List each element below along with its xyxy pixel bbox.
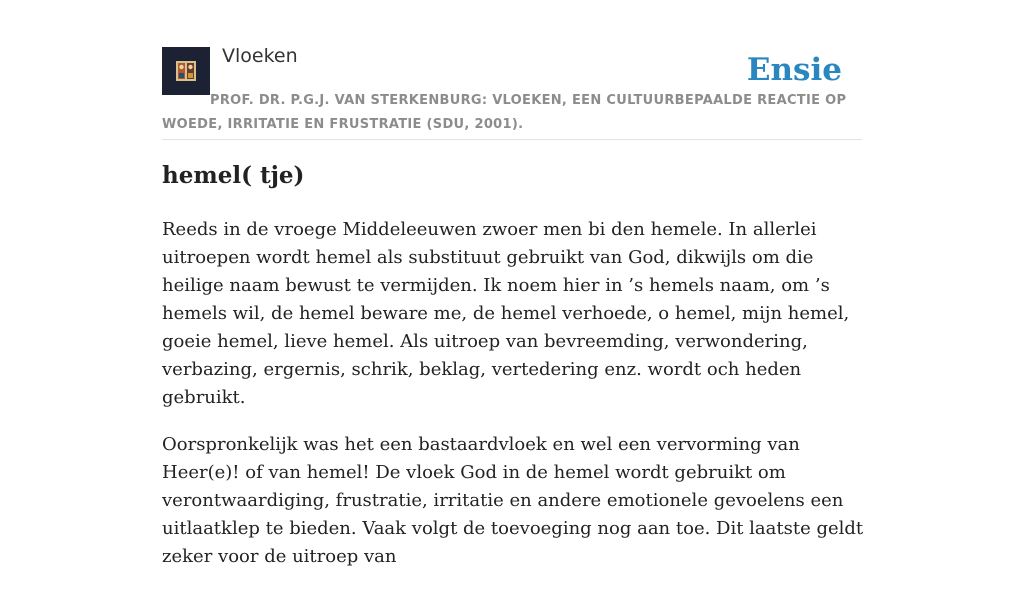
entry-body <box>162 216 864 590</box>
entry-paragraph: Reeds in de vroege Middeleeuwen zwoer men bi den hemele. In allerlei uitroepen wordt hemel als substituut gebruikt van God, dikwijls om die heilige naam bewust te vermijden. Ik noem hier in ’s hemels naam, om ’s hemels wil, de hemel beware me, de hemel verhoede, o hemel, mijn hemel, goeie hemel, lieve hemel. Als uitroep van bevreemding, verwondering, verbazing, ergernis, schrik, beklag, vertedering enz. wordt och heden gebruikt. <box>162 219 850 408</box>
book-cover-icon <box>162 47 210 95</box>
dictionary-header <box>162 0 862 140</box>
dictionary-title-link[interactable]: Vloeken <box>222 45 298 67</box>
dictionary-avatar[interactable] <box>162 47 210 95</box>
ensie-logo-link[interactable]: Ensie <box>746 52 842 88</box>
entry-paragraph: Oorspronkelijk was het een bastaardvloek en wel een vervorming van Heer(e)! of van hemel! De vloek God in de hemel wordt gebruikt om verontwaardiging, frustratie, irritatie en andere emotionele gevoelens een uitlaatklep te bieden. Vaak volgt de toevoeging nog aan toe. Dit laatste geldt zeker voor de uitroep van <box>162 434 864 567</box>
page <box>162 0 864 567</box>
source-reference: PROF. DR. P.G.J. VAN STERKENBURG: VLOEKEN, EEN CULTUURBEPAALDE REACTIE OP WOEDE, IRRITATIE EN FRUSTRATIE (SDU, 2001). <box>162 93 847 132</box>
entry-title: hemel( tje) <box>162 162 305 189</box>
